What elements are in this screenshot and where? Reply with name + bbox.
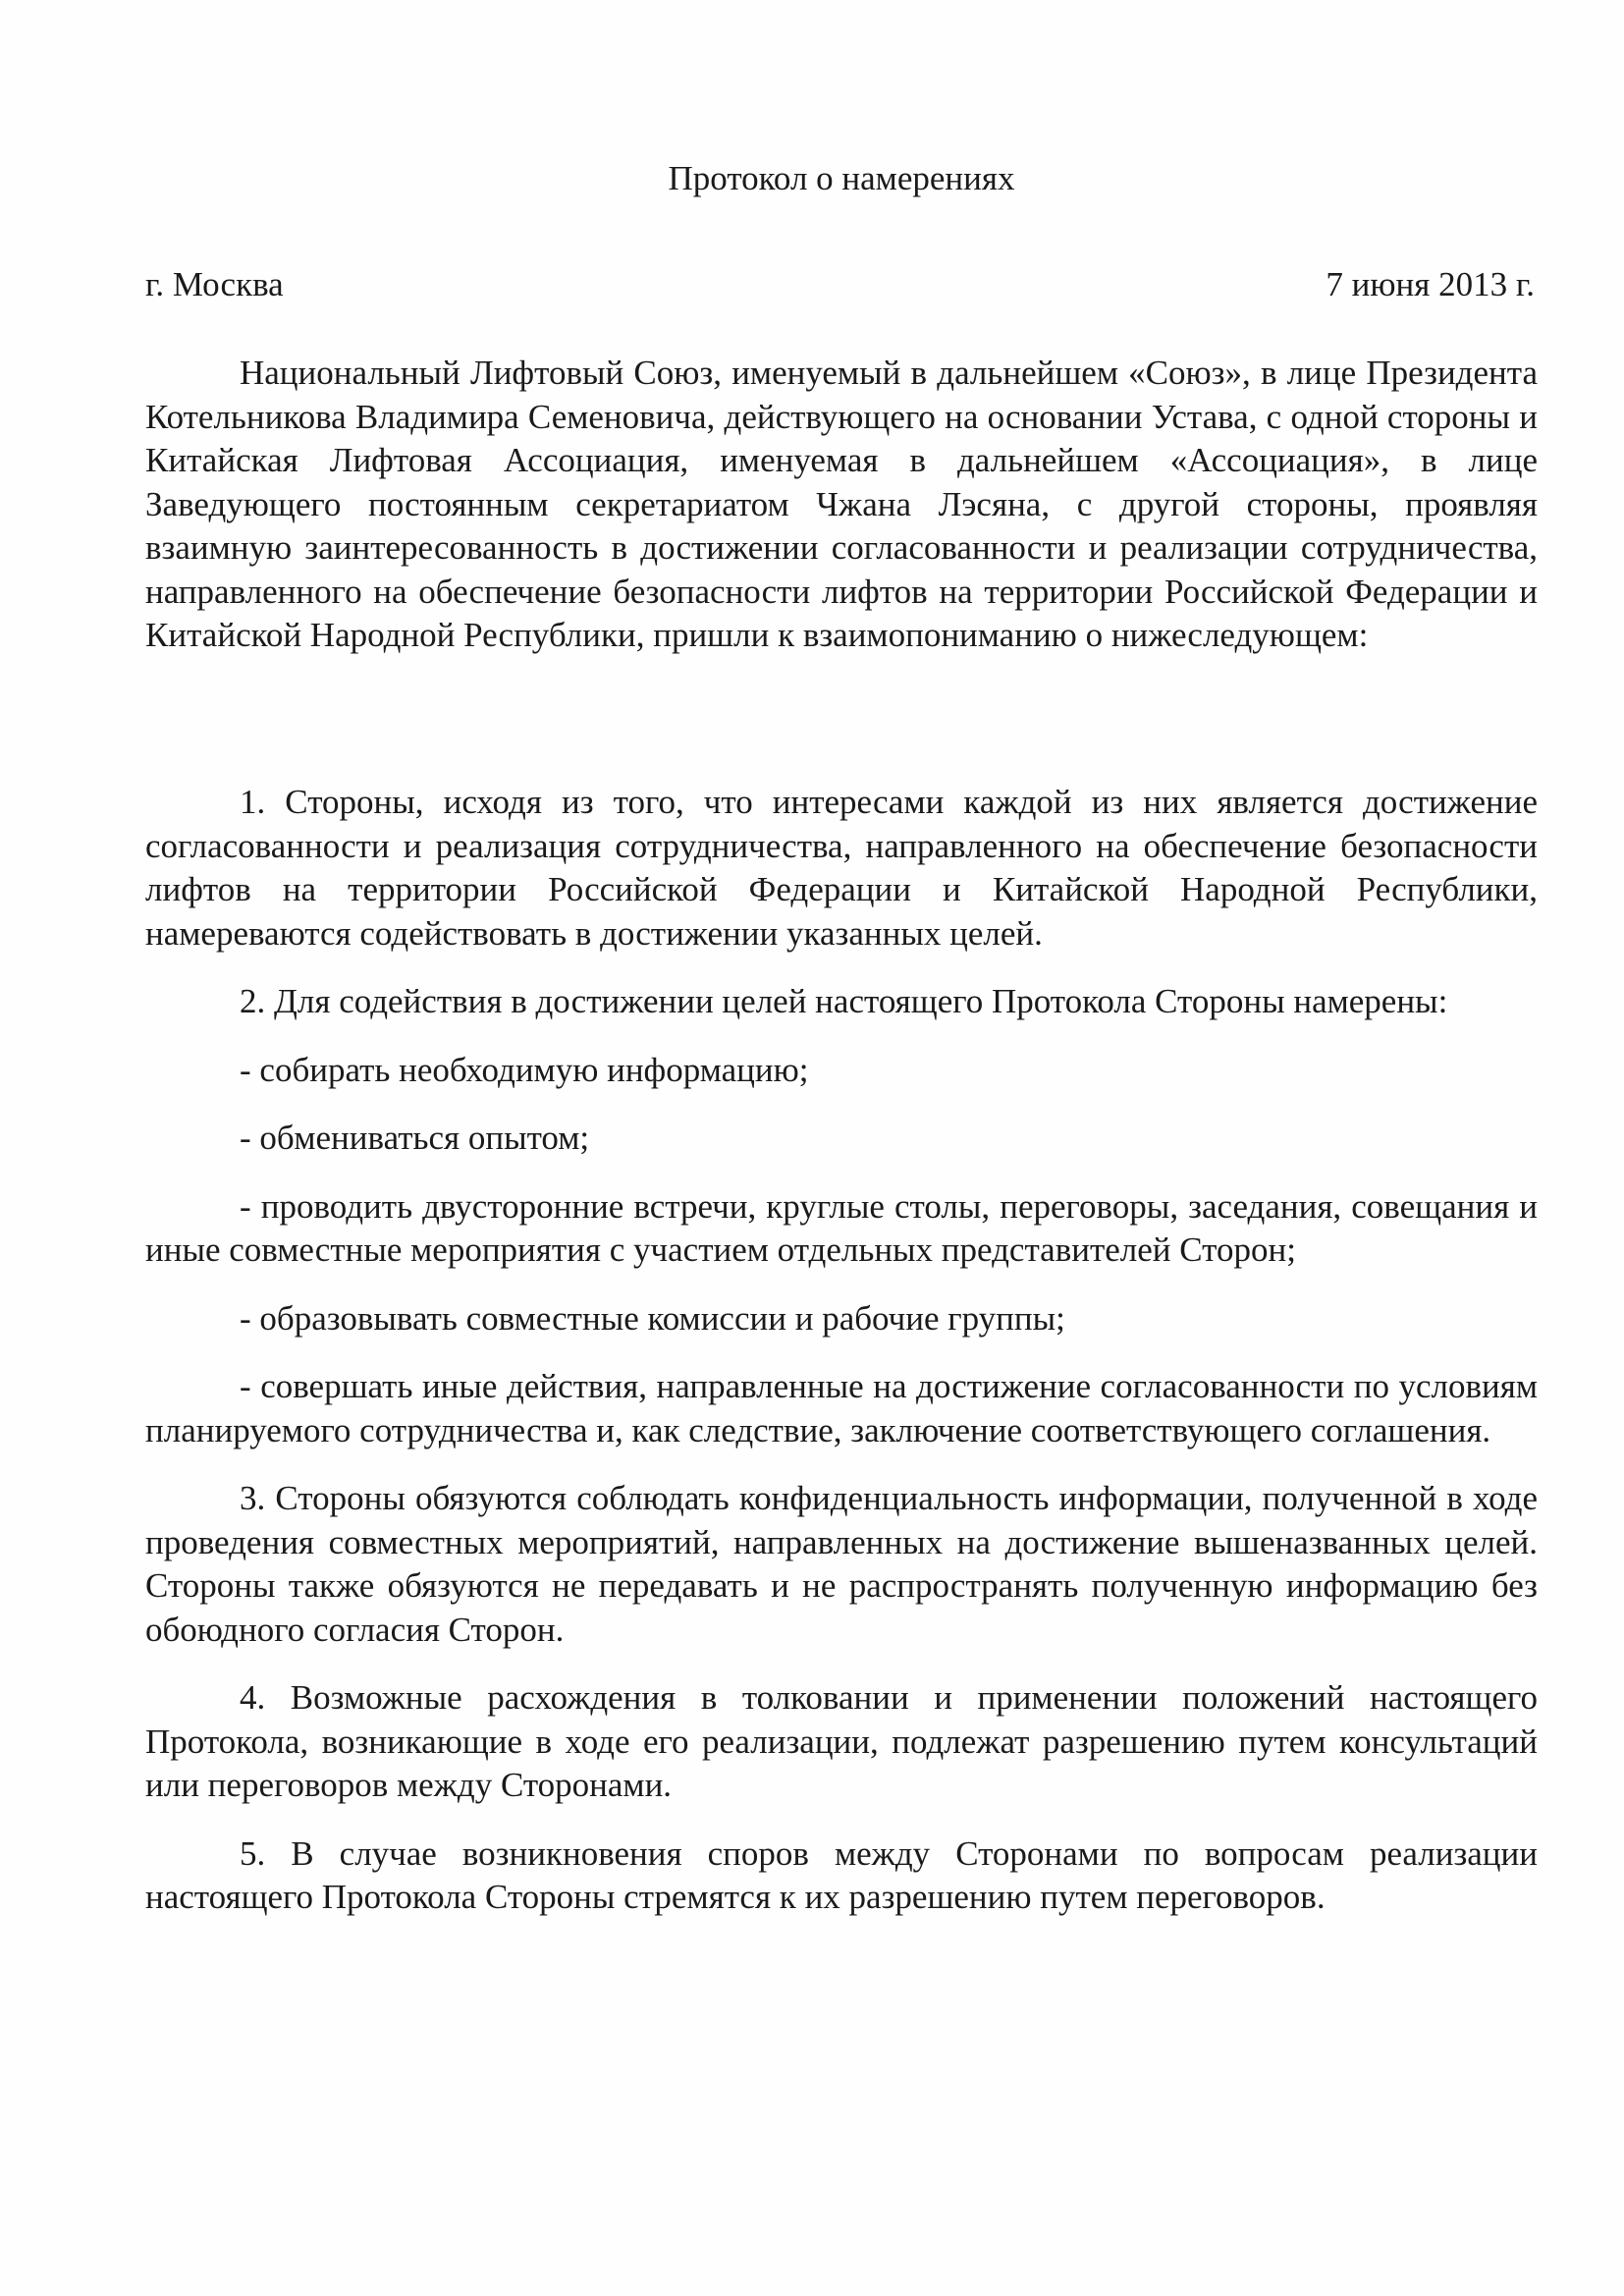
intro-section (145, 352, 1538, 658)
clause-1: 1. Стороны, исходя из того, что интересами каждой из них является достижение согласованности и реализация сотрудничества, направленного на обеспечение безопасности лифтов на территории Российской Федерации и Китайской Народной Республики, намереваются содействовать в достижении указанных целей. (145, 783, 1538, 953)
clause-5: 5. В случае возникновения споров между Сторонами по вопросам реализации настоящего Протокола Стороны стремятся к их разрешению путем переговоров. (145, 1833, 1538, 1916)
document-place: г. Москва (145, 265, 284, 303)
intro-paragraph: Национальный Лифтовый Союз, именуемый в дальнейшем «Союз», в лице Президента Котельникова Владимира Семеновича, действующего на основании Устава, с одной стороны и Китайская Лифтовая Ассоциация, именуемая в дальнейшем «Ассоциация», в лице Заведующего постоянным секретариатом Чжана Лэсяна, с другой стороны, проявляя взаимную заинтересованность в достижении согласованности и реализации сотрудничества, направленного на обеспечение безопасности лифтов на территории Российской Федерации и Китайской Народной Республики, пришли к взаимопониманию о нижеследующем: (145, 354, 1538, 654)
document-date: 7 июня 2013 г. (1326, 265, 1535, 303)
document-title: Протокол о намерениях (668, 159, 1015, 197)
clause-2-item-commissions: - образовывать совместные комиссии и рабочие группы; (240, 1298, 1065, 1338)
place-date-line (145, 263, 1535, 306)
clause-3: 3. Стороны обязуются соблюдать конфиденциальность информации, полученной в ходе проведения совместных мероприятий, направленных на достижение вышеназванных целей. Стороны также обязуются не передавать и не распространять полученную информацию без обоюдного согласия Сторон. (145, 1479, 1538, 1649)
clause-2-item-meetings: - проводить двусторонние встречи, круглые столы, переговоры, заседания, совещания и иные совместные мероприятия с участием отдельных представителей Сторон; (145, 1186, 1538, 1269)
clauses-section (145, 781, 1538, 1920)
clause-2-item-collect-info: - собирать необходимую информацию; (240, 1050, 809, 1089)
clause-2-item-other-actions: - совершать иные действия, направленные на достижение согласованности по условиям планируемого сотрудничества и, как следствие, заключение соответствующего соглашения. (145, 1367, 1538, 1449)
clause-4: 4. Возможные расхождения в толковании и применении положений настоящего Протокола, возникающие в ходе его реализации, подлежат разрешению путем консультаций или переговоров между Сторонами. (145, 1678, 1538, 1804)
clause-2: 2. Для содействия в достижении целей настоящего Протокола Стороны намерены: (240, 982, 1448, 1020)
clause-2-item-exchange-experience: - обмениваться опытом; (240, 1119, 590, 1157)
